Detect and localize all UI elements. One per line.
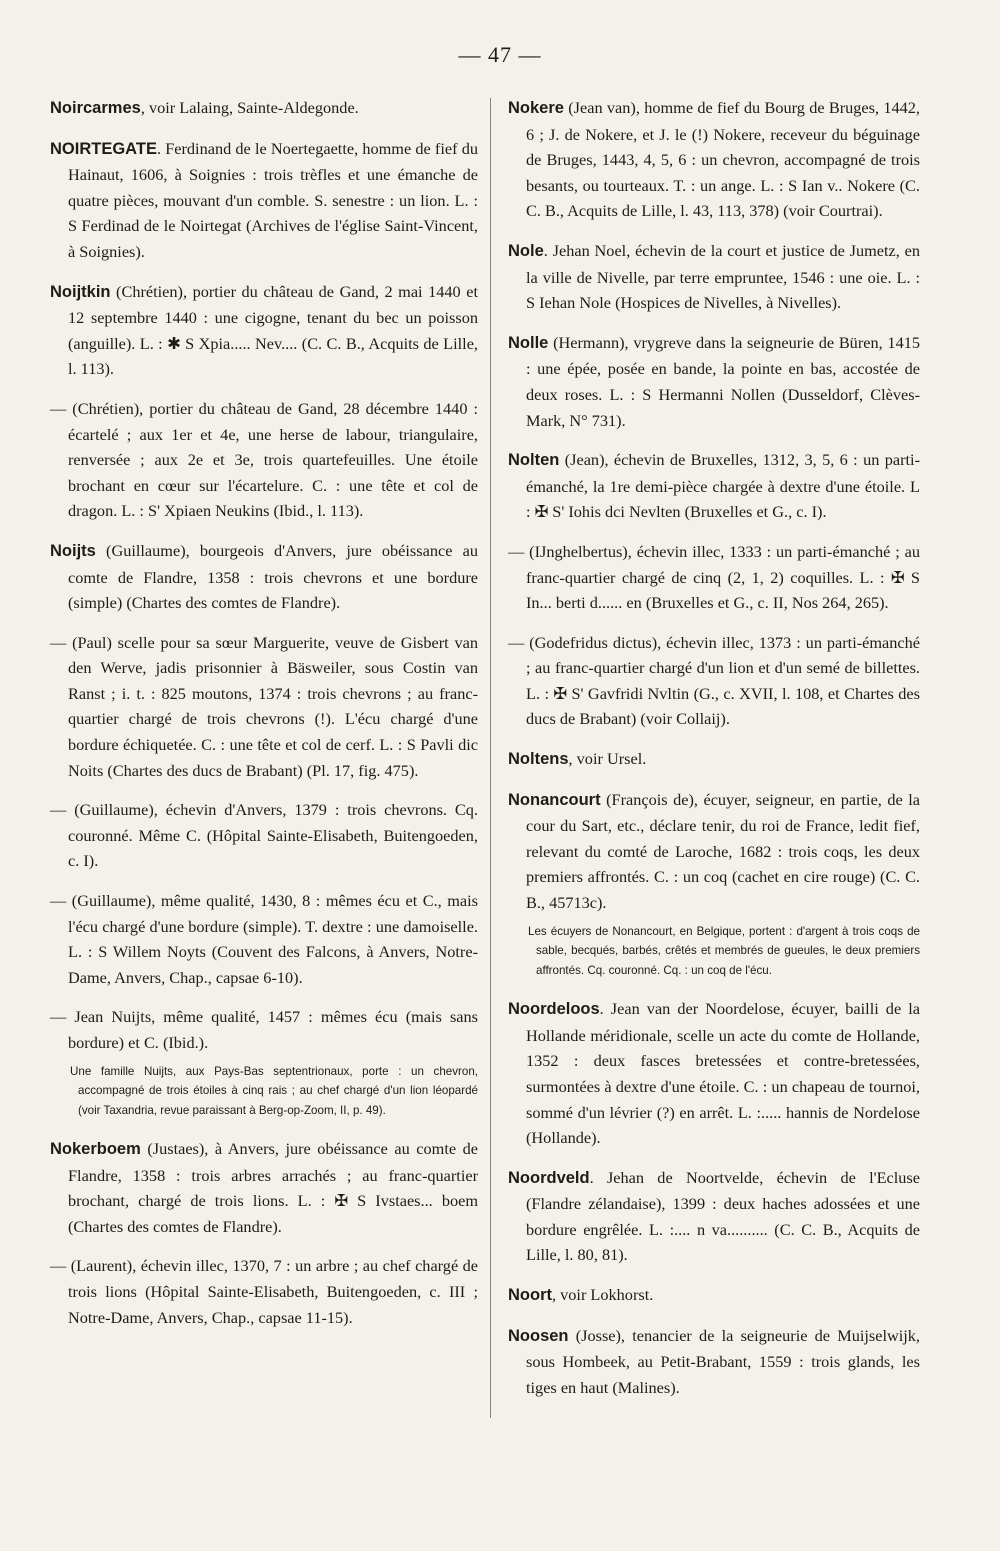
entry-headword: Nole [508,241,544,260]
entry [50,797,478,874]
entry [508,1323,920,1401]
entry-text: — (IJnghelbertus), échevin illec, 1333 : un parti-émanché ; au franc-quartier chargé de cinq (2, 1, 2) coquilles. L. : ✠ S In... berti d...... en (Bruxelles et G., c. II, Nos 264, 265). [508,541,920,613]
entry [508,746,920,773]
entry-text: (Justaes), à Anvers, jure obéissance au comte de Flandre, 1358 : trois arbres arrachés ; au franc-quartier brochant, chargé de trois lions. L. : ✠ S Ivstaes... boem (Chartes des comtes de Flandre). [68,1139,478,1236]
entry [508,447,920,525]
entry-text: — (Guillaume), même qualité, 1430, 8 : mêmes écu et C., mais l'écu chargé d'une bordure (simple). T. dextre : une damoiselle. L. : S Willem Noyts (Couvent des Falcons, à Anvers, Notre-Dame, Anvers, Chap., capsae 6-10). [50,891,478,987]
entry-text: . Jehan de Noortvelde, échevin de l'Ecluse (Flandre zélandaise), 1399 : deux haches adossées et une bordure engrêlée. L. :.... n va.......... (C. C. B., Acquits de Lille, l. 80, 81). [526,1167,920,1265]
entry-headword: Nonancourt [508,790,601,809]
entry-text: . Jehan Noel, échevin de la court et justice de Jumetz, en la ville de Nivelle, par terre empruntee, 1546 : une oie. L. : S Iehan Nole (Hospices de Nivelles, à Nivelles). [526,240,920,313]
entry-headword: Nokerboem [50,1140,141,1159]
footnote: Les écuyers de Nonancourt, en Belgique, portent : d'argent à trois coqs de sable, becqués, barbés, crêtés et membrés de gueules, le deux premiers affrontés. Cq. couronné. Cq. : un coq de l'écu. [528,924,920,977]
entry-headword: Noosen [508,1326,569,1345]
entry-text: — (Guillaume), échevin d'Anvers, 1379 : trois chevrons. Cq. couronné. Même C. (Hôpital Sainte-Elisabeth, Buitengoeden, c. I). [50,800,478,871]
entry-text: (Chrétien), portier du château de Gand, 2 mai 1440 et 12 septembre 1440 : une cigogne, tenant du bec un poisson (anguille). L. : ✱ S Xpia..... Nev.... (C. C. B., Acquits de Lille, l. 113). [68,281,478,379]
entry-text: , voir Lokhorst. [552,1285,654,1305]
entry-text: (Hermann), vrygreve dans la seigneurie de Büren, 1415 : une épée, posée en bande, la pointe en bas, accostée de deux roses. L. : S Hermanni Nollen (Dusseldorf, Clèves-Mark, N° 731). [526,332,920,430]
entry-headword: Nokere [508,99,564,117]
entry-headword: Noordveld [508,1168,590,1187]
entry-headword: Nolle [508,333,549,352]
entry-text: — (Chrétien), portier du château de Gand, 28 décembre 1440 : écartelé ; aux 1er et 4e, une herse de labour, triangulaire, renversée ; aux 2e et 3e, trois quartefeuilles. Une étoile brochant en cœur sur l'écartelure. C. : une tête et col de dragon. L. : S' Xpiaen Neukins (Ibid., l. 113). [50,398,478,521]
entry [50,136,478,265]
entry-headword: Noordeloos [508,1000,600,1019]
entry-text: (Guillaume), bourgeois d'Anvers, jure obéissance au comte de Flandre, 1358 : trois chevrons et une bordure (simple) (Chartes des comtes de Flandre). [68,540,478,613]
entry-headword: Noircarmes [50,99,141,117]
entry [508,95,920,224]
entry-headword: NOIRTEGATE [50,139,157,158]
entry-text: . Ferdinand de le Noertegaette, homme de fief du Hainaut, 1606, à Soignies : trois trèfles et une émanche de quatre pièces, mouvant d'un comble. S. senestre : un lion. L. : S Ferdinad de le Noirtegat (Archives de l'église Saint-Vincent, à Soignies). [68,138,478,261]
entry-text: (Josse), tenancier de la seigneurie de Muijselwijk, sous Hombeek, au Petit-Brabant, 1559 : trois glands, les tiges en haut (Malines). [526,1325,920,1397]
entry [50,888,478,990]
entry [508,238,920,316]
entry [50,1253,478,1330]
entry [50,538,478,616]
entry [508,787,920,916]
left-column [50,95,478,1344]
entry-text: , voir Lalaing, Sainte-Aldegonde. [140,98,359,117]
entry-headword: Noijts [50,541,96,560]
entry [50,630,478,784]
entry [508,996,920,1151]
entry [508,630,920,732]
entry [508,539,920,616]
entry [50,1136,478,1239]
entry [50,396,478,524]
entry [508,1165,920,1268]
entry-text: (François de), écuyer, seigneur, en partie, de la cour du Sart, etc., déclare tenir, du roi de France, ledit fief, relevant du comté de Laroche, 1682 : trois coqs, les deux premiers affrontés. C. : un coq (cachet en cire rouge) (C. C. B., 45713c). [526,789,920,913]
entry-text: , voir Ursel. [568,749,647,769]
entry-text: — (Laurent), échevin illec, 1370, 7 : un arbre ; au chef chargé de trois lions (Hôpital Sainte-Elisabeth, Buitengoeden, c. III ; Notre-Dame, Anvers, Chap., capsae 11-15). [50,1256,478,1327]
entry-text: . Jean van der Noordelose, écuyer, bailli de la Hollande méridionale, scelle un acte du comte de Hollande, 1352 : deux fasces bretessées et contre-bretessées, surmontées à dextre d'une étoile. C. : un chapeau de tournoi, sommé d'un lévrier (?) en arrêt. L. :..... hannis de Nordelose (Hollande). [526,999,920,1148]
footnote: Une famille Nuijts, aux Pays-Bas septentrionaux, porte : un chevron, accompagné de trois étoiles à cinq rais ; au chef chargé d'un lion léopardé (voir Taxandria, revue paraissant à Berg-op-Zoom, II, p. 49). [70,1064,478,1117]
entry [508,1282,920,1309]
column-divider [490,98,491,1418]
entry-text: — (Godefridus dictus), échevin illec, 1373 : un parti-émanché ; au franc-quartier chargé d'un lion et d'un semé de billettes. L. : ✠ S' Gavfridi Nvltin (G., c. XVII, l. 108, et Chartes des ducs de Brabant) (voir Collaij). [508,632,920,729]
entry-headword: Noltens [508,750,569,769]
entry [50,1004,478,1055]
entry-headword: Nolten [508,451,560,470]
entry-text: — Jean Nuijts, même qualité, 1457 : mêmes écu (mais sans bordure) et C. (Ibid.). [50,1007,478,1052]
entry [50,279,478,382]
entry-headword: Noijtkin [50,282,111,301]
page-number: — 47 — [458,42,542,67]
entry-text: (Jean van), homme de fief du Bourg de Bruges, 1442, 6 ; J. de Nokere, et J. le (!) Nokere, receveur du béguinage de Bruges, 1443, 4, 5, 6 : un chevron, accompagné de trois besants, ou tourteaux. T. : un ange. L. : S Ian v.. Nokere (C. C. B., Acquits de Lille, l. 43, 113, 378) (voir Courtrai). [526,98,920,221]
entry-text: (Jean), échevin de Bruxelles, 1312, 3, 5, 6 : un parti-émanché, la 1re demi-pièce chargée à dextre d'une étoile. L : ✠ S' Iohis dci Nevlten (Bruxelles et G., c. I). [526,450,920,522]
entry-text: — (Paul) scelle pour sa sœur Marguerite, veuve de Gisbert van den Werve, jadis prisonnier à Bäsweiler, sous Costin van Ranst ; i. t. : 825 moutons, 1374 : trois chevrons ; au franc-quartier chargé de trois chevrons (!). L'écu chargé d'une bordure échiquetée. C. : une tête et col de cerf. L. : S Pavli dic Noits (Chartes des ducs de Brabant) (Pl. 17, fig. 475). [50,632,478,780]
entry [50,95,478,122]
entry-headword: Noort [508,1286,552,1305]
entry [508,330,920,433]
right-column [508,95,920,1414]
